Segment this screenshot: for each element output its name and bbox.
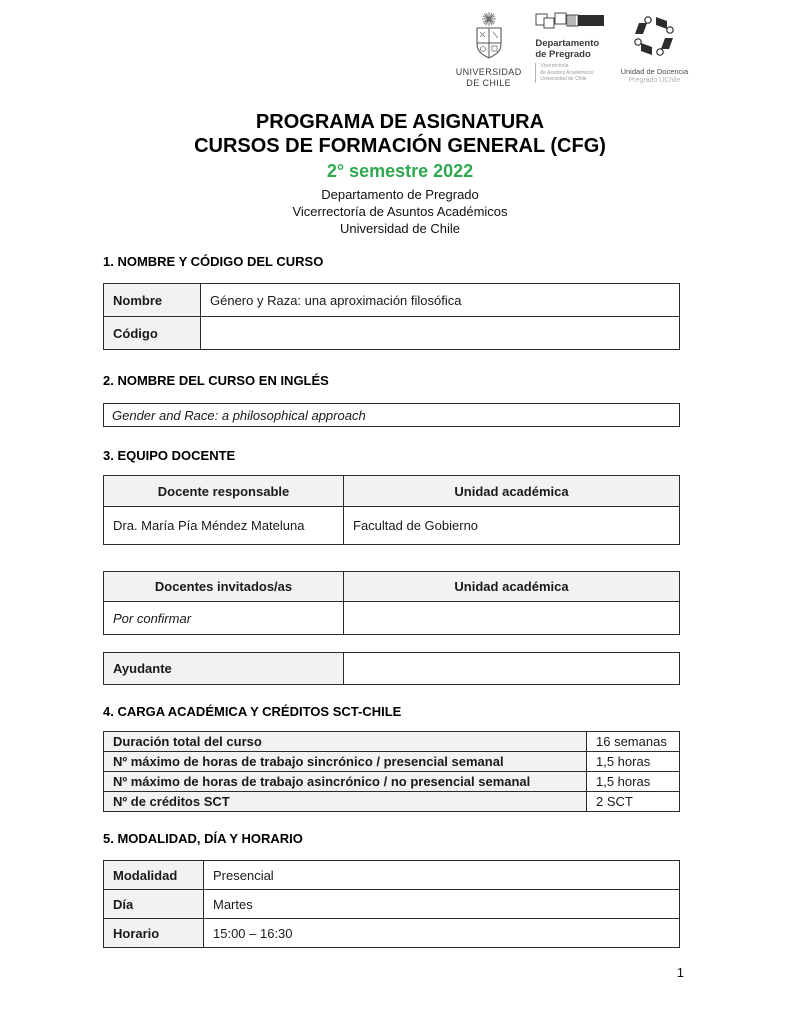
uch-logo-text-line1: UNIVERSIDAD: [455, 67, 522, 77]
modalidad-table: [103, 860, 680, 948]
modalidad-label: Modalidad: [104, 861, 204, 890]
table-row: [104, 602, 680, 635]
ayudante-label: Ayudante: [104, 653, 344, 685]
document-title-line1: PROGRAMA DE ASIGNATURA: [255, 111, 545, 133]
creditos-sct-value: 2 SCT: [587, 792, 680, 812]
table-row: [104, 890, 680, 919]
table-row: [104, 772, 680, 792]
codigo-value: [201, 317, 680, 350]
section-3-heading: 3. EQUIPO DOCENTE: [103, 448, 236, 463]
horas-asincronico-label: Nº máximo de horas de trabajo asincrónico / no presencial semanal: [104, 772, 587, 792]
table-row: [104, 653, 680, 685]
dep-logo-title-line2: de Pregrado: [535, 49, 591, 60]
creditos-sct-label: Nº de créditos SCT: [104, 792, 587, 812]
codigo-label: Código: [104, 317, 201, 350]
title-sub-universidad: Universidad de Chile: [340, 221, 460, 236]
section-5-heading: 5. MODALIDAD, DÍA Y HORARIO: [103, 831, 303, 846]
duracion-label: Duración total del curso: [104, 732, 587, 752]
dep-logo-title-line1: Departamento: [535, 38, 600, 49]
docente-responsable-header: Docente responsable: [104, 476, 344, 507]
uch-crest-icon: [467, 12, 511, 65]
page-number: 1: [676, 965, 684, 980]
docente-responsable-unidad: Facultad de Gobierno: [344, 507, 680, 545]
udd-logo-text-line1: Unidad de Docencia: [620, 67, 689, 76]
table-row: [104, 861, 680, 890]
udd-logo-text-line2: Pregrado UChile: [628, 77, 681, 84]
table-header-row: [104, 572, 680, 602]
section-4-heading: 4. CARGA ACADÉMICA Y CRÉDITOS SCT-CHILE: [103, 704, 402, 719]
dia-label: Día: [104, 890, 204, 919]
table-row: [104, 732, 680, 752]
ayudante-table: [103, 652, 680, 685]
uch-logo-text-line2: DE CHILE: [466, 78, 512, 88]
table-row: [104, 507, 680, 545]
departamento-pregrado-logo: [535, 12, 606, 83]
table-row: [104, 317, 680, 350]
semester-subtitle: 2° semestre 2022: [326, 161, 474, 181]
modalidad-value: Presencial: [204, 861, 680, 890]
docentes-invitados-header: Docentes invitados/as: [104, 572, 344, 602]
table-row: [104, 284, 680, 317]
docentes-invitados-unidad: [344, 602, 680, 635]
unidad-academica-header-1: Unidad académica: [344, 476, 680, 507]
dep-logo-subtext: Vicerrectoría de Asuntos Académicos Universidad de Chile: [535, 63, 593, 83]
horas-asincronico-value: 1,5 horas: [587, 772, 680, 792]
docente-responsable-name: Dra. María Pía Méndez Mateluna: [104, 507, 344, 545]
docentes-invitados-table: [103, 571, 680, 635]
section-2-heading: 2. NOMBRE DEL CURSO EN INGLÉS: [103, 373, 329, 388]
universidad-de-chile-logo: [452, 12, 525, 89]
dia-value: Martes: [204, 890, 680, 919]
ayudante-value: [344, 653, 680, 685]
unidad-docencia-logo: [617, 12, 692, 85]
horario-label: Horario: [104, 919, 204, 948]
table-row: [104, 919, 680, 948]
section-1-table: [103, 283, 680, 350]
table-header-row: [104, 476, 680, 507]
header-logos: [452, 12, 692, 89]
title-sub-vicerrectoria: Vicerrectoría de Asuntos Académicos: [292, 204, 508, 219]
table-row: [104, 752, 680, 772]
english-name-box: Gender and Race: a philosophical approach: [103, 403, 680, 427]
duracion-value: 16 semanas: [587, 732, 680, 752]
nombre-label: Nombre: [104, 284, 201, 317]
horas-sincronico-value: 1,5 horas: [587, 752, 680, 772]
document-title-line2: CURSOS DE FORMACIÓN GENERAL (CFG): [194, 135, 606, 157]
nombre-value: Género y Raza: una aproximación filosófica: [201, 284, 680, 317]
table-row: [104, 792, 680, 812]
section-1-heading: 1. NOMBRE Y CÓDIGO DEL CURSO: [103, 254, 324, 269]
pregrado-squares-icon: [535, 12, 605, 35]
carga-academica-table: [103, 731, 680, 812]
docentes-invitados-value: Por confirmar: [104, 602, 344, 635]
horas-sincronico-label: Nº máximo de horas de trabajo sincrónico / presencial semanal: [104, 752, 587, 772]
horario-value: 15:00 – 16:30: [204, 919, 680, 948]
title-sub-departamento: Departamento de Pregrado: [321, 187, 479, 202]
docente-responsable-table: [103, 475, 680, 545]
docencia-pinwheel-icon: [630, 12, 678, 65]
unidad-academica-header-2: Unidad académica: [344, 572, 680, 602]
